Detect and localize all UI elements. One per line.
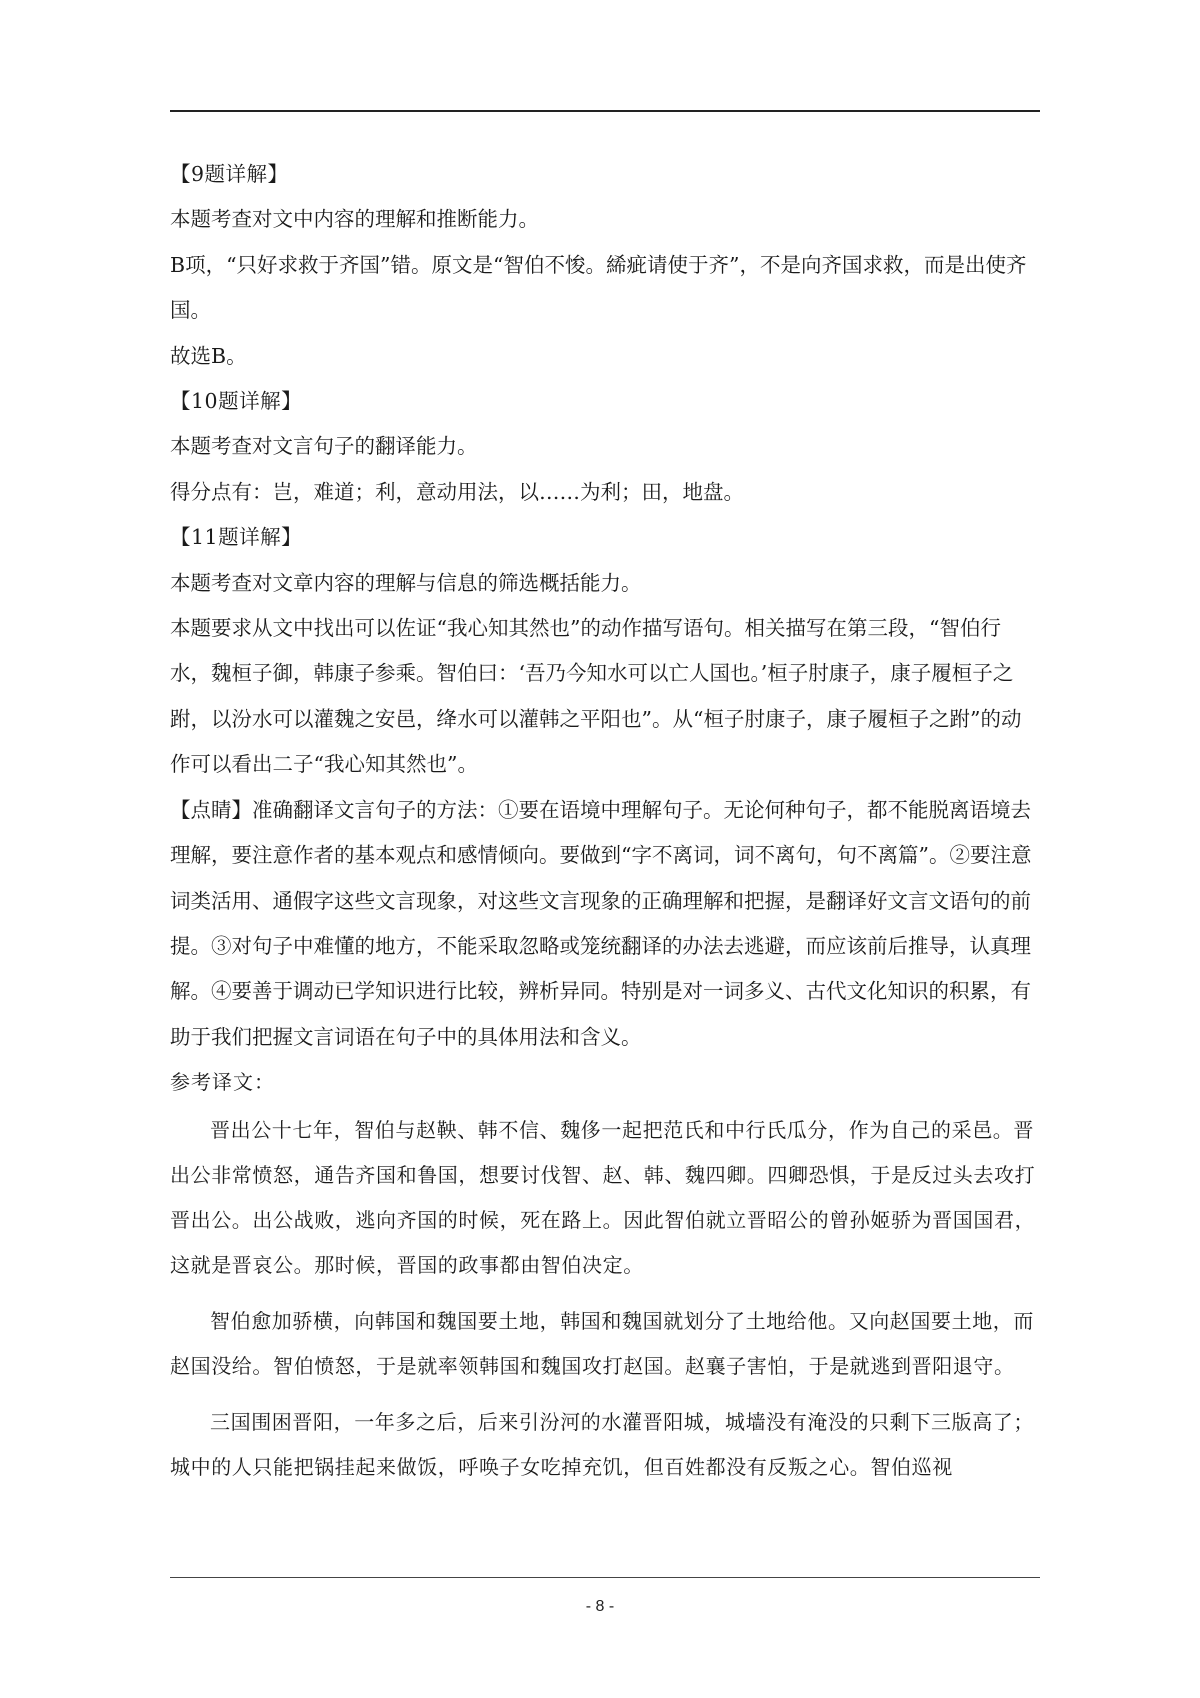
header-rule	[170, 110, 1040, 112]
translation-heading: 参考译文：	[170, 1070, 275, 1095]
q10-line-1: 本题考查对文言句子的翻译能力。	[170, 434, 478, 459]
translation-paragraph-3: 三国围困晋阳，一年多之后，后来引汾河的水灌晋阳城，城墙没有淹没的只剩下三版高了；城中的人只能把锅挂起来做饭，呼唤子女吃掉充饥，但百姓都没有反叛之心。智伯巡视	[170, 1409, 1034, 1479]
q11-heading: 【11题详解】	[170, 525, 303, 550]
q11-line-2: 本题要求从文中找出可以佐证“我心知其然也”的动作描写语句。相关描写在第三段，“智伯行水，魏桓子御，韩康子参乘。智伯曰：‘吾乃今知水可以亡人国也。’桓子肘康子，康子履桓子之跗，以汾水可以灌魏之安邑，绛水可以灌韩之平阳也”。从“桓子肘康子，康子履桓子之跗”的动作可以看出二子“我心知其然也”。	[170, 616, 1022, 777]
translation-paragraph-2: 智伯愈加骄横，向韩国和魏国要土地，韩国和魏国就划分了土地给他。又向赵国要土地，而赵国没给。智伯愤怒，于是就率领韩国和魏国攻打赵国。赵襄子害怕，于是就逃到晋阳退守。	[170, 1308, 1034, 1378]
q9-line-3: 故选B。	[170, 343, 247, 368]
dianjing-paragraph: 【点睛】准确翻译文言句子的方法：①要在语境中理解句子。无论何种句子，都不能脱离语境去理解，要注意作者的基本观点和感情倾向。要做到“字不离词，词不离句，句不离篇”。②要注意词类活用、通假字这些文言现象，对这些文言现象的正确理解和把握，是翻译好文言文语句的前提。③对句子中难懂的地方，不能采取忽略或笼统翻译的办法去逃避，而应该前后推导，认真理解。④要善于调动已学知识进行比较，辨析异同。特别是对一词多义、古代文化知识的积累，有助于我们把握文言词语在句子中的具体用法和含义。	[170, 797, 1032, 1049]
page-number: - 8 -	[585, 1598, 615, 1615]
translation-body	[170, 1108, 1038, 1490]
page-body	[170, 152, 1038, 1490]
q9-line-1: 本题考查对文中内容的理解和推断能力。	[170, 207, 539, 232]
translation-paragraph-1: 晋出公十七年，智伯与赵鞅、韩不信、魏侈一起把范氏和中行氏瓜分，作为自己的采邑。晋出公非常愤怒，通告齐国和鲁国，想要讨伐智、赵、韩、魏四卿。四卿恐惧，于是反过头去攻打晋出公。出公战败，逃向齐国的时候，死在路上。因此智伯就立晋昭公的曾孙姬骄为晋国国君，这就是晋哀公。那时候，晋国的政事都由智伯决定。	[170, 1117, 1036, 1277]
q10-heading: 【10题详解】	[170, 389, 303, 414]
footer-rule	[170, 1577, 1040, 1578]
q9-line-2: B项，“只好求救于齐国”错。原文是“智伯不悛。絺疵请使于齐”，不是向齐国求救，而是出使齐国。	[170, 252, 1027, 323]
q11-line-1: 本题考查对文章内容的理解与信息的筛选概括能力。	[170, 570, 642, 595]
q9-heading: 【9题详解】	[170, 162, 289, 186]
q10-line-2: 得分点有：岂，难道；利，意动用法，以……为利；田，地盘。	[170, 479, 744, 504]
